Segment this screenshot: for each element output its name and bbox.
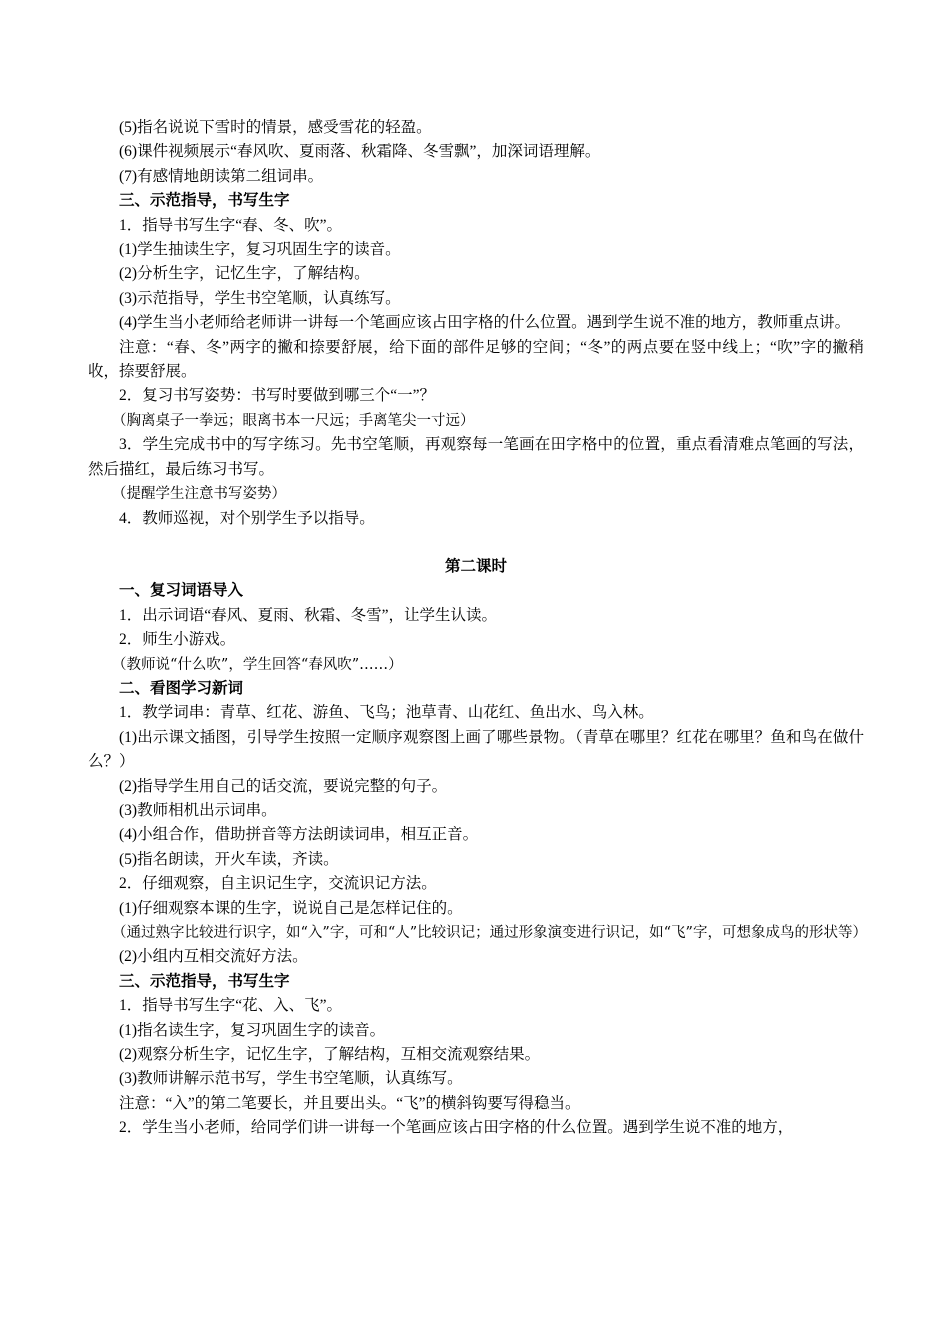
paragraph: (1)仔细观察本课的生字，说说自己是怎样记住的。 — [119, 899, 463, 917]
paragraph: (1)学生抽读生字，复习巩固生字的读音。 — [119, 241, 401, 259]
paragraph: 2．学生当小老师，给同学们讲一讲每一个笔画应该占田字格的什么位置。遇到学生说不准的地方， — [119, 1119, 794, 1137]
paragraph: (4)学生当小老师给老师讲一讲每一个笔画应该占田字格的什么位置。遇到学生说不准的地方，教师重点讲。 — [119, 314, 851, 332]
paragraph: 1．出示词语“春风、夏雨、秋霜、冬雪”，让学生认读。 — [119, 606, 498, 624]
paragraph: (3)教师讲解示范书写，学生书空笔顺，认真练写。 — [119, 1070, 463, 1088]
paragraph: (5)指名朗读，开火车读，齐读。 — [119, 850, 339, 868]
parenthetical-note: （胸离桌子一拳远；眼离书本一尺远；手离笔尖一寸远） — [112, 412, 475, 429]
paragraph: (2)小组内互相交流好方法。 — [119, 948, 308, 966]
section-heading: 二、看图学习新词 — [119, 679, 244, 697]
paragraph: (3)教师相机出示词串。 — [119, 801, 277, 819]
paragraph: (1)指名读生字，复习巩固生字的读音。 — [119, 1021, 386, 1039]
parenthetical-note: （提醒学生注意书写姿势） — [112, 486, 286, 503]
document-body — [88, 116, 867, 1141]
paragraph: (7)有感情地朗读第二组词串。 — [119, 167, 324, 185]
paragraph: (6)课件视频展示“春风吹、夏雨落、秋霜降、冬雪飘”，加深词语理解。 — [119, 143, 601, 161]
paragraph: (2)分析生字，记忆生字，了解结构。 — [119, 265, 370, 283]
paragraph: (4)小组合作，借助拼音等方法朗读词串，相互正音。 — [119, 826, 479, 844]
paragraph: 2．仔细观察，自主识记生字，交流识记方法。 — [119, 875, 437, 893]
paragraph: (2)观察分析生字，记忆生字，了解结构，互相交流观察结果。 — [119, 1046, 541, 1064]
paragraph: 2．师生小游戏。 — [119, 631, 236, 649]
section-heading: 三、示范指导，书写生字 — [119, 192, 290, 210]
paragraph: (1)出示课文插图，引导学生按照一定顺序观察图上画了哪些景物。（青草在哪里？红花在哪里？鱼和鸟在做什么？） — [88, 728, 864, 771]
paragraph: (3)示范指导，学生书空笔顺，认真练写。 — [119, 289, 401, 307]
paragraph: 1．指导书写生字“花、入、飞”。 — [119, 997, 343, 1015]
paragraph: 2．复习书写姿势：书写时要做到哪三个“一”？ — [119, 387, 436, 405]
section-heading: 三、示范指导，书写生字 — [119, 972, 290, 990]
section-heading: 一、复习词语导入 — [119, 582, 244, 600]
paragraph: 注意：“入”的第二笔要长，并且要出头。“飞”的横斜钩要写得稳当。 — [119, 1094, 581, 1112]
parenthetical-note: （教师说“什么吹”，学生回答“春风吹”……） — [112, 656, 403, 673]
parenthetical-note: （通过熟字比较进行识字，如“入”字，可和“人”比较识记；通过形象演变进行识记，如“飞”字，可想象成鸟的形状等） — [112, 925, 867, 941]
paragraph: 1．教学词串：青草、红花、游鱼、飞鸟；池草青、山花红、鱼出水、鸟入林。 — [119, 704, 654, 722]
paragraph: 注意：“春、冬”两字的撇和捺要舒展，给下面的部件足够的空间；“冬”的两点要在竖中线上；“吹”字的撇稍收，捺要舒展。 — [88, 338, 864, 381]
lesson-title: 第二课时 — [444, 557, 507, 575]
paragraph: (2)指导学生用自己的话交流，要说完整的句子。 — [119, 777, 448, 795]
paragraph: 1．指导书写生字“春、冬、吹”。 — [119, 216, 343, 234]
paragraph: (5)指名说说下雪时的情景，感受雪花的轻盈。 — [119, 119, 432, 136]
paragraph: 3．学生完成书中的写字练习。先书空笔顺，再观察每一笔画在田字格中的位置，重点看清难点笔画的写法，然后描红，最后练习书写。 — [88, 436, 864, 478]
paragraph: 4．教师巡视，对个别学生予以指导。 — [119, 509, 375, 527]
